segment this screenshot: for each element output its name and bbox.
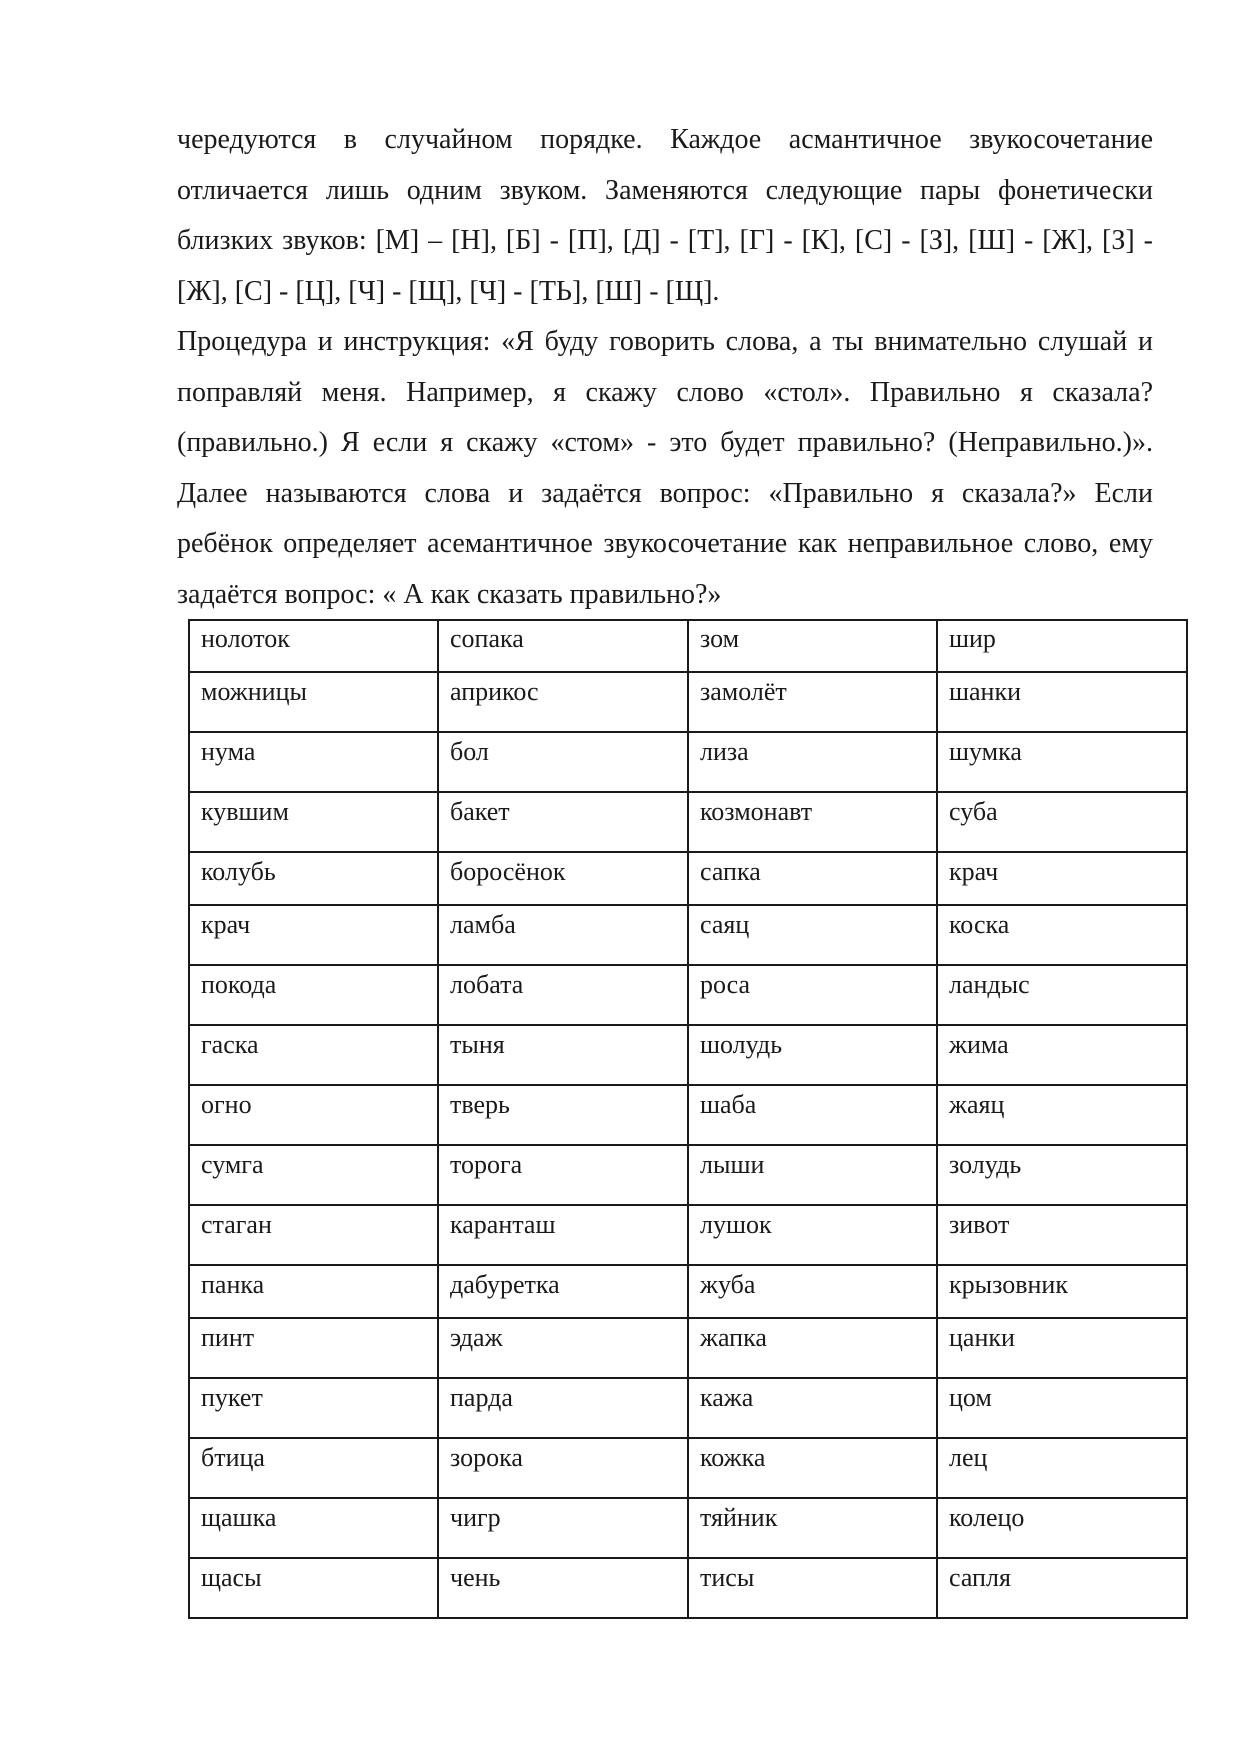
table-cell: кожка	[688, 1438, 937, 1498]
table-cell: ландыс	[937, 965, 1187, 1025]
table-cell: зивот	[937, 1205, 1187, 1265]
paragraph-procedure: Процедура и инструкция: «Я буду говорить слова, а ты внимательно слушай и поправляй меня. Например, я скажу слово «стол». Правильно я сказала? (правильно.) Я если я скажу «стом» - это будет правильно? (Неправильно.)». Далее называются слова и задаётся вопрос: «Правильно я сказала?» Если ребёнок определяет асемантичное звукосочетание как неправильное слово, ему задаётся вопрос: « А как сказать правильно?»	[177, 326, 1153, 610]
table-cell: щасы	[189, 1558, 438, 1618]
table-cell: жаяц	[937, 1085, 1187, 1145]
pseudoword-table	[188, 619, 1188, 1619]
table-cell: козмонавт	[688, 792, 937, 852]
table-cell: бтица	[189, 1438, 438, 1498]
table-cell: гаска	[189, 1025, 438, 1085]
table-row	[189, 965, 1187, 1025]
table-cell: тисы	[688, 1558, 937, 1618]
table-cell: лыши	[688, 1145, 937, 1205]
table-row	[189, 1558, 1187, 1618]
table-row	[189, 732, 1187, 792]
table-row	[189, 1085, 1187, 1145]
table-row	[189, 905, 1187, 965]
table-cell: кувшим	[189, 792, 438, 852]
table-cell: чень	[438, 1558, 688, 1618]
table-cell: тыня	[438, 1025, 688, 1085]
table-row	[189, 1145, 1187, 1205]
table-cell: кажа	[688, 1378, 937, 1438]
table-cell: эдаж	[438, 1318, 688, 1378]
body-text	[177, 115, 1153, 620]
table-cell: сумга	[189, 1145, 438, 1205]
table-cell: суба	[937, 792, 1187, 852]
table-cell: колецо	[937, 1498, 1187, 1558]
table-row	[189, 1498, 1187, 1558]
table-row	[189, 672, 1187, 732]
table-cell: цом	[937, 1378, 1187, 1438]
table-cell: нолоток	[189, 620, 438, 672]
table-cell: пинт	[189, 1318, 438, 1378]
table-cell: лобата	[438, 965, 688, 1025]
table-row	[189, 1438, 1187, 1498]
table-cell: жуба	[688, 1265, 937, 1318]
table-cell: щашка	[189, 1498, 438, 1558]
table-cell: можницы	[189, 672, 438, 732]
table-cell: роса	[688, 965, 937, 1025]
table-cell: шанки	[937, 672, 1187, 732]
table-cell: лушок	[688, 1205, 937, 1265]
table-cell: шаба	[688, 1085, 937, 1145]
table-cell: саяц	[688, 905, 937, 965]
table-cell: сапка	[688, 852, 937, 905]
table-cell: покода	[189, 965, 438, 1025]
table-cell: торога	[438, 1145, 688, 1205]
table-cell: априкос	[438, 672, 688, 732]
table-cell: жапка	[688, 1318, 937, 1378]
table-cell: дабуретка	[438, 1265, 688, 1318]
table-cell: пукет	[189, 1378, 438, 1438]
table-cell: стаган	[189, 1205, 438, 1265]
paragraph-sound-pairs: чередуются в случайном порядке. Каждое асмантичное звукосочетание отличается лишь одним звуком. Заменяются следующие пары фонетически близких звуков: [М] – [Н], [Б] - [П], [Д] - [Т], [Г] - [К], [С] - [З], [Ш] - [Ж], [З] - [Ж], [С] - [Ц], [Ч] - [Щ], [Ч] - [ТЬ], [Ш] - [Щ].	[177, 124, 1153, 307]
table-cell: шумка	[937, 732, 1187, 792]
table-cell: шир	[937, 620, 1187, 672]
table-cell: огно	[189, 1085, 438, 1145]
table-cell: цанки	[937, 1318, 1187, 1378]
table-cell: чигр	[438, 1498, 688, 1558]
table-row	[189, 1318, 1187, 1378]
table-cell: нума	[189, 732, 438, 792]
table-cell: лец	[937, 1438, 1187, 1498]
table-cell: каранташ	[438, 1205, 688, 1265]
table-cell: бол	[438, 732, 688, 792]
table-row	[189, 852, 1187, 905]
table-cell: зом	[688, 620, 937, 672]
table-cell: шолудь	[688, 1025, 937, 1085]
table-cell: крач	[189, 905, 438, 965]
table-cell: замолёт	[688, 672, 937, 732]
table-cell: колубь	[189, 852, 438, 905]
table-cell: тверь	[438, 1085, 688, 1145]
table-cell: сапля	[937, 1558, 1187, 1618]
table-row	[189, 1205, 1187, 1265]
table-cell: крызовник	[937, 1265, 1187, 1318]
table-cell: зорока	[438, 1438, 688, 1498]
table-cell: золудь	[937, 1145, 1187, 1205]
table-cell: панка	[189, 1265, 438, 1318]
table-row	[189, 1378, 1187, 1438]
table-cell: боросёнок	[438, 852, 688, 905]
table-cell: жима	[937, 1025, 1187, 1085]
table-row	[189, 1025, 1187, 1085]
table-cell: тяйник	[688, 1498, 937, 1558]
table-row	[189, 792, 1187, 852]
table-cell: крач	[937, 852, 1187, 905]
table-cell: коска	[937, 905, 1187, 965]
table-cell: бакет	[438, 792, 688, 852]
table-cell: парда	[438, 1378, 688, 1438]
table-row	[189, 620, 1187, 672]
table-cell: сопака	[438, 620, 688, 672]
table-cell: лиза	[688, 732, 937, 792]
table-cell: ламба	[438, 905, 688, 965]
table-row	[189, 1265, 1187, 1318]
